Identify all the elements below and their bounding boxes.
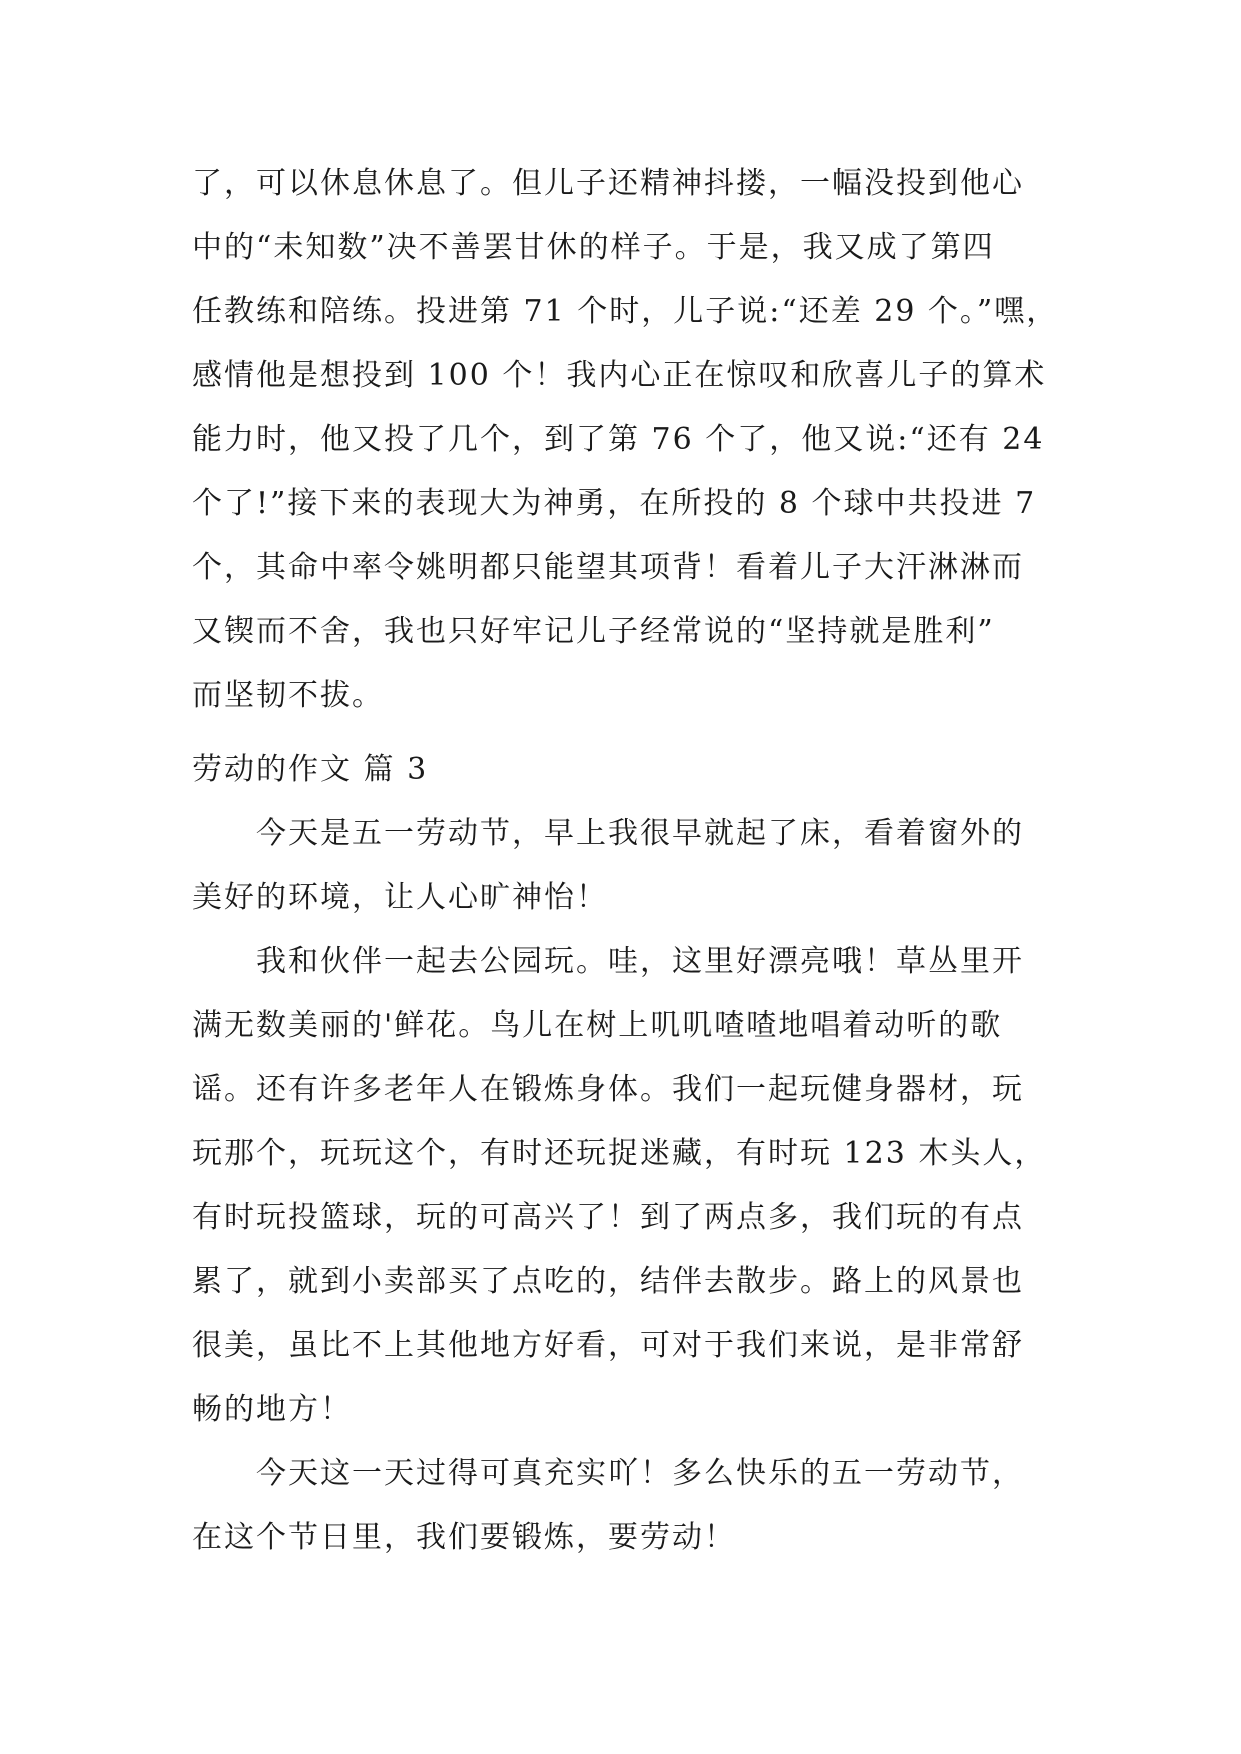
paragraph [192,930,1092,1442]
text-line: 我和伙伴一起去公园玩。哇，这里好漂亮哦！草丛里开 [256,944,1024,979]
paragraph [192,802,1092,930]
text-line: 能力时，他又投了几个，到了第 76 个了，他又说:“还有 24 [192,422,1045,457]
text-line: 满无数美丽的'鲜花。鸟儿在树上叽叽喳喳地唱着动听的歌 [192,1008,1003,1043]
text-line: 累了，就到小卖部买了点吃的，结伴去散步。路上的风景也 [192,1264,1024,1299]
text-line: 感情他是想投到 100 个！我内心正在惊叹和欣喜儿子的算术 [192,358,1047,393]
text-line: 个，其命中率令姚明都只能望其项背！看着儿子大汗淋淋而 [192,550,1024,585]
continued-paragraph [192,152,1092,728]
paragraph [192,1442,1092,1570]
text-line: 有时玩投篮球，玩的可高兴了！到了两点多，我们玩的有点 [192,1200,1024,1235]
text-line: 任教练和陪练。投进第 71 个时，儿子说:“还差 29 个。”嘿， [192,294,1059,329]
text-line: 又锲而不舍，我也只好牢记儿子经常说的“坚持就是胜利” [192,614,995,649]
text-line: 中的“未知数”决不善罢甘休的样子。于是，我又成了第四 [192,230,995,265]
text-line: 玩那个，玩玩这个，有时还玩捉迷藏，有时玩 123 木头人， [192,1136,1047,1171]
section-title: 劳动的作文 篇 3 [192,752,429,787]
essay-body [192,802,1092,1570]
text-line: 畅的地方！ [192,1392,352,1427]
text-line: 美好的环境，让人心旷神怡！ [192,880,608,915]
text-line: 在这个节日里，我们要锻炼，要劳动！ [192,1520,736,1555]
text-line: 谣。还有许多老年人在锻炼身体。我们一起玩健身器材，玩 [192,1072,1024,1107]
text-line: 今天是五一劳动节，早上我很早就起了床，看着窗外的 [256,816,1024,851]
text-line: 今天这一天过得可真充实吖！多么快乐的五一劳动节， [256,1456,1024,1491]
text-line: 很美，虽比不上其他地方好看，可对于我们来说，是非常舒 [192,1328,1024,1363]
text-line: 而坚韧不拔。 [192,678,384,713]
text-line: 了，可以休息休息了。但儿子还精神抖搂，一幅没投到他心 [192,166,1024,201]
text-line: 个了!”接下来的表现大为神勇，在所投的 8 个球中共投进 7 [192,486,1037,521]
